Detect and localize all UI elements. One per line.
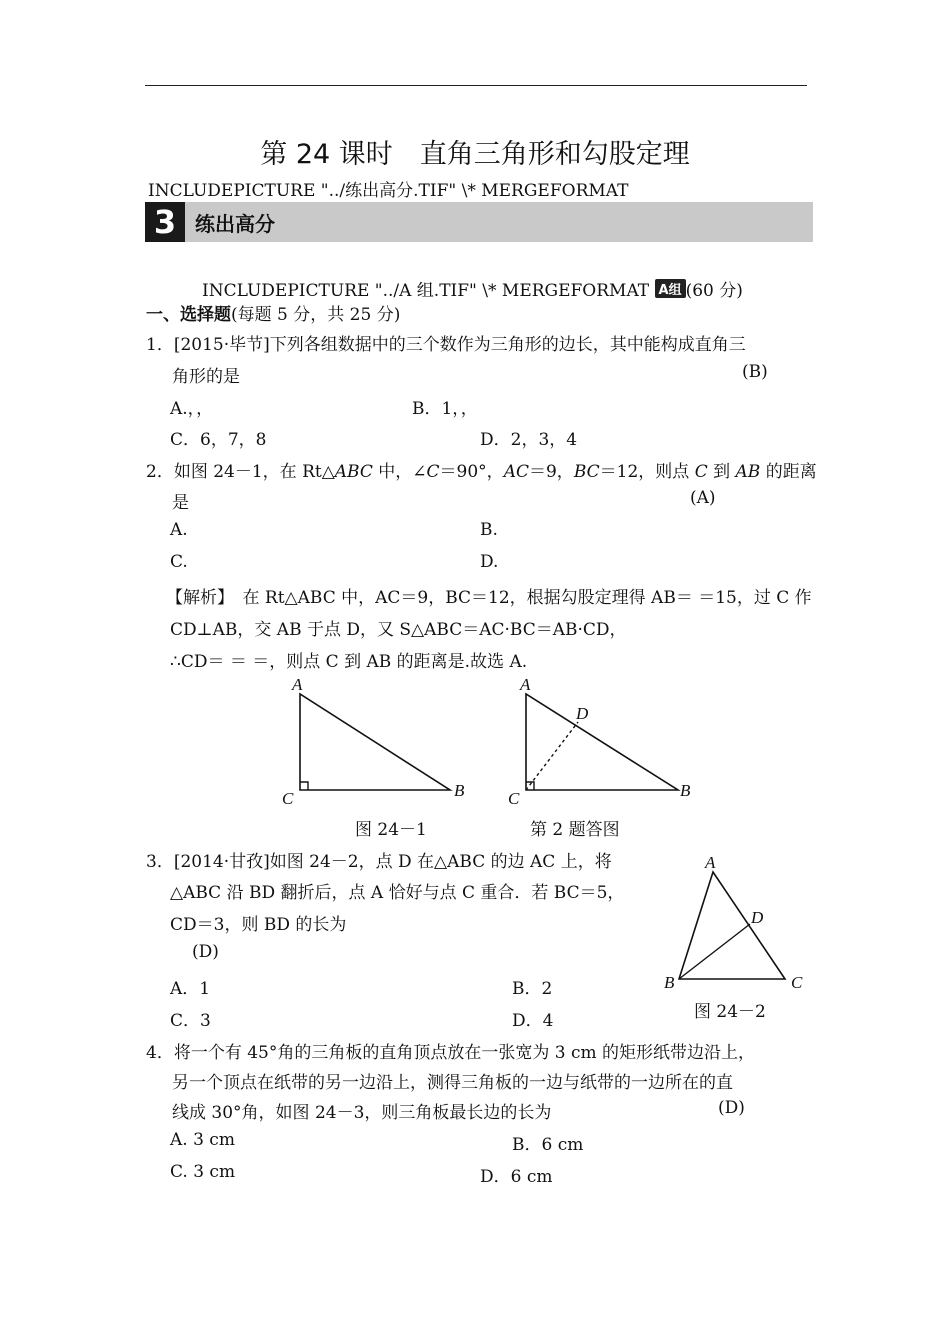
fig2-label-d: D [576,704,589,723]
q1-option-d: D．2，3，4 [480,430,578,450]
group-header [202,276,743,301]
q3-option-b: B．2 [512,979,553,999]
include-field-2: INCLUDEPICTURE "../A 组.TIF" \* MERGEFORMAT [202,281,655,301]
banner-number: 3 [145,202,185,242]
fig3-caption: 图 24－2 [694,1002,766,1022]
banner-label: 练出高分 [195,212,275,236]
q2-explanation-3: ∴CD＝ ＝ ＝，则点 C 到 AB 的距离是.故选 A. [170,652,528,672]
q3-stem-3: CD＝3，则 BD 的长为 [170,915,347,935]
group-score: (60 分) [685,281,743,301]
q3-option-d: D．4 [512,1011,554,1031]
page-title: 第 24 课时 直角三角形和勾股定理 [260,139,690,170]
q3-stem-1: 3．[2014·甘孜]如图 24－2，点 D 在△ABC 的边 AC 上，将 [146,852,612,872]
include-field-1: INCLUDEPICTURE "../练出高分.TIF" \* MERGEFORMAT [148,181,629,201]
section-note: (每题 5 分，共 25 分) [231,305,401,325]
q2-stem-1: 2．如图 24－1，在 Rt△ABC 中，∠C＝90°，AC＝9，BC＝12，则点 C 到 AB 的距离 [146,462,817,482]
fig1-label-b: B [454,781,465,800]
q4-answer: (D) [718,1098,745,1118]
answer-figure-q2 [508,675,691,808]
figure-24-2 [655,848,820,996]
q2-explanation-2: CD⊥AB，交 AB 于点 D，又 S△ABC＝AC·BC＝AB·CD， [170,620,627,640]
fig2-caption: 第 2 题答图 [530,820,620,840]
fig2-label-b: B [680,781,691,800]
q2-option-c: C. [170,552,188,572]
q2-figures [270,672,720,812]
q4-option-c: C. 3 cm [170,1162,236,1182]
q4-stem-1: 4．将一个有 45°角的三角板的直角顶点放在一张宽为 3 cm 的矩形纸带边沿上， [146,1043,756,1063]
fig3-label-d: D [751,908,764,927]
q3-answer: (D) [192,942,219,962]
group-tag: A组 [655,279,686,298]
fig3-label-a: A [705,853,716,872]
fig1-label-c: C [282,789,294,808]
section-title: 一、选择题 [146,305,231,325]
q1-option-b: B．1，， [412,399,478,419]
header-rule [145,85,807,86]
fig2-label-c: C [508,789,520,808]
q3-stem-2: △ABC 沿 BD 翻折后，点 A 恰好与点 C 重合．若 BC＝5， [170,883,625,903]
section-banner [145,202,813,242]
q1-option-a: A.，， [170,399,214,419]
q1-option-c: C．6，7，8 [170,430,267,450]
q1-stem-2: 角形的是 [172,367,240,387]
fig3-label-b: B [664,973,675,992]
q4-option-a: A. 3 cm [170,1130,235,1150]
figure-24-1 [282,675,465,808]
q4-option-b: B．6 cm [512,1135,584,1155]
q2-option-a: A. [170,520,188,540]
fig1-label-a: A [292,675,303,694]
q2-answer: (A) [690,488,716,508]
q4-option-d: D．6 cm [480,1167,553,1187]
q1-stem-1: 1．[2015·毕节]下列各组数据中的三个数作为三角形的边长，其中能构成直角三 [146,335,746,355]
q4-stem-2: 另一个顶点在纸带的另一边沿上，测得三角板的一边与纸带的一边所在的直 [172,1073,733,1093]
q4-stem-3: 线成 30°角，如图 24－3，则三角板最长边的长为 [172,1103,552,1123]
fig2-label-a: A [520,675,531,694]
q3-option-a: A．1 [170,979,211,999]
q2-explanation-1: 【解析】 在 Rt△ABC 中，AC＝9，BC＝12，根据勾股定理得 AB＝ ＝15，过 C 作 [166,588,812,608]
fig1-caption: 图 24－1 [355,820,427,840]
fig3-label-c: C [791,973,803,992]
q2-option-b: B. [480,520,498,540]
q2-option-d: D. [480,552,499,572]
q3-option-c: C．3 [170,1011,211,1031]
section-heading [146,300,400,325]
q2-stem-2: 是 [172,493,189,513]
q1-answer: (B) [742,362,768,382]
